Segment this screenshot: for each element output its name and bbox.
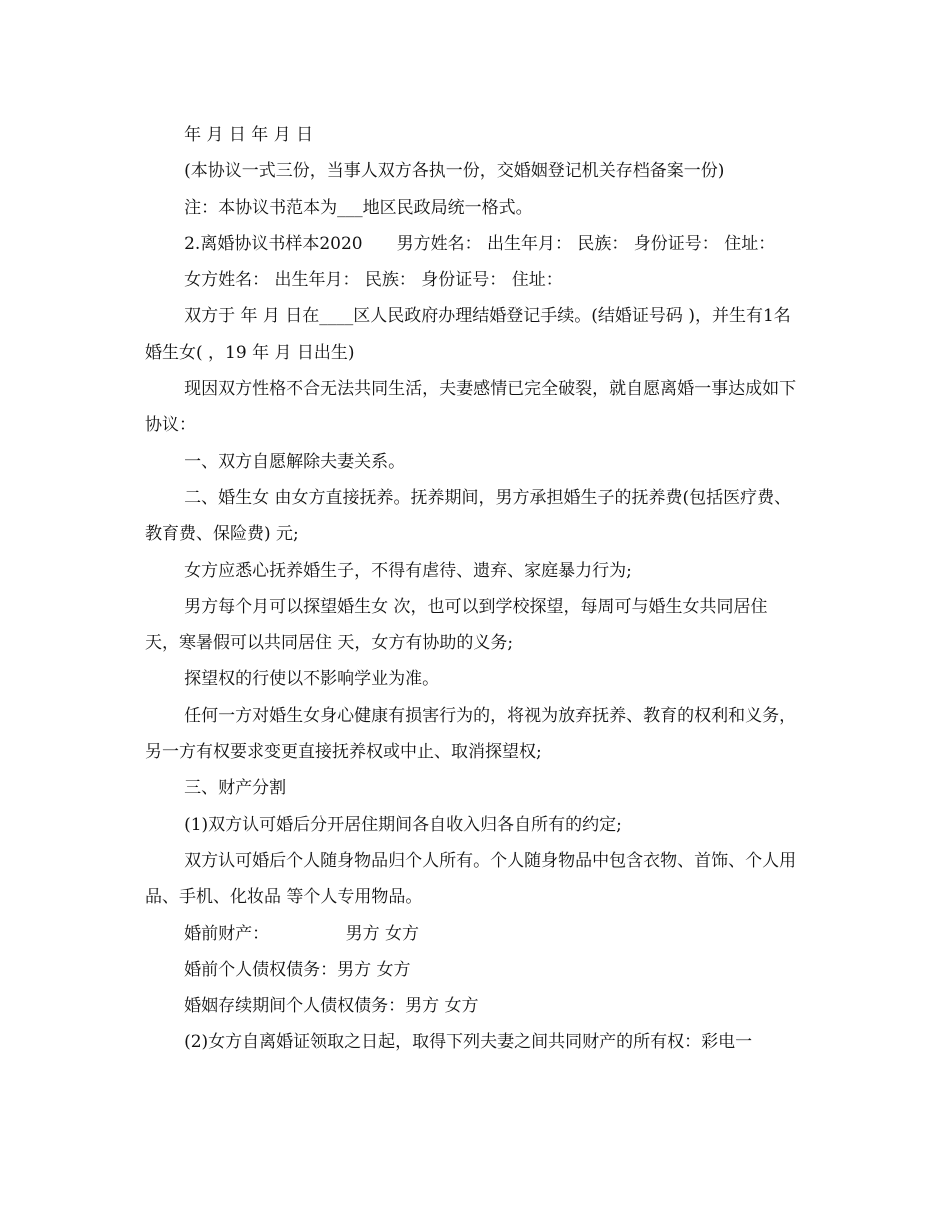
- premarital-debts: 婚前个人债权债务：男方 女方: [184, 959, 411, 980]
- harm-clause: 任何一方对婚生女身心健康有损害行为的，将视为放弃抚养、教育的权利和义务，另一方有权要求变更直接抚养权或中止、取消探望权;: [145, 705, 797, 763]
- sample-heading-husband-info: 2.离婚协议书样本2020 男方姓名： 出生年月： 民族： 身份证号： 住址：: [184, 233, 776, 254]
- property-item-1: (1)双方认可婚后分开居住期间各自收入归各自所有的约定;: [184, 814, 622, 835]
- custody-duty: 女方应悉心抚养婚生子，不得有虐待、遗弃、家庭暴力行为;: [184, 560, 632, 581]
- document-body: [145, 117, 805, 1061]
- marriage-registration: 双方于 年 月 日在____区人民政府办理结婚登记手续。(结婚证号码 )，并生有1名婚生女( ，19 年 月 日出生): [145, 306, 791, 363]
- clause-2-custody: 二、婚生女 由女方直接抚养。抚养期间，男方承担婚生子的抚养费(包括医疗费、教育费、保险费) 元;: [145, 487, 792, 545]
- date-line: 年 月 日 年 月 日: [184, 125, 314, 145]
- marital-debts: 婚姻存续期间个人债权债务：男方 女方: [184, 996, 479, 1017]
- wife-info: 女方姓名： 出生年月： 民族： 身份证号： 住址：: [184, 270, 563, 291]
- template-note: 注：本协议书范本为___地区民政局统一格式。: [184, 197, 533, 218]
- visitation: 男方每个月可以探望婚生女 次，也可以到学校探望，每周可与婚生女共同居住 天，寒暑假可以共同居住 天，女方有协助的义务;: [145, 596, 773, 654]
- personal-items: 双方认可婚后个人随身物品归个人所有。个人随身物品中包含衣物、首饰、个人用品、手机、化妆品 等个人专用物品。: [145, 850, 797, 908]
- clause-3-heading: 三、财产分割: [184, 778, 287, 799]
- premarital-property: 婚前财产： 男方 女方: [184, 923, 419, 944]
- clause-1: 一、双方自愿解除夫妻关系。: [184, 451, 406, 472]
- visitation-limit: 探望权的行使以不影响学业为准。: [184, 669, 440, 690]
- divorce-reason: 现因双方性格不合无法共同生活，夫妻感情已完全破裂，就自愿离婚一事达成如下协议：: [145, 379, 797, 436]
- copies-note: (本协议一式三份，当事人双方各执一份，交婚姻登记机关存档备案一份): [184, 161, 725, 182]
- property-item-2: (2)女方自离婚证领取之日起，取得下列夫妻之间共同财产的所有权：彩电一: [184, 1032, 753, 1053]
